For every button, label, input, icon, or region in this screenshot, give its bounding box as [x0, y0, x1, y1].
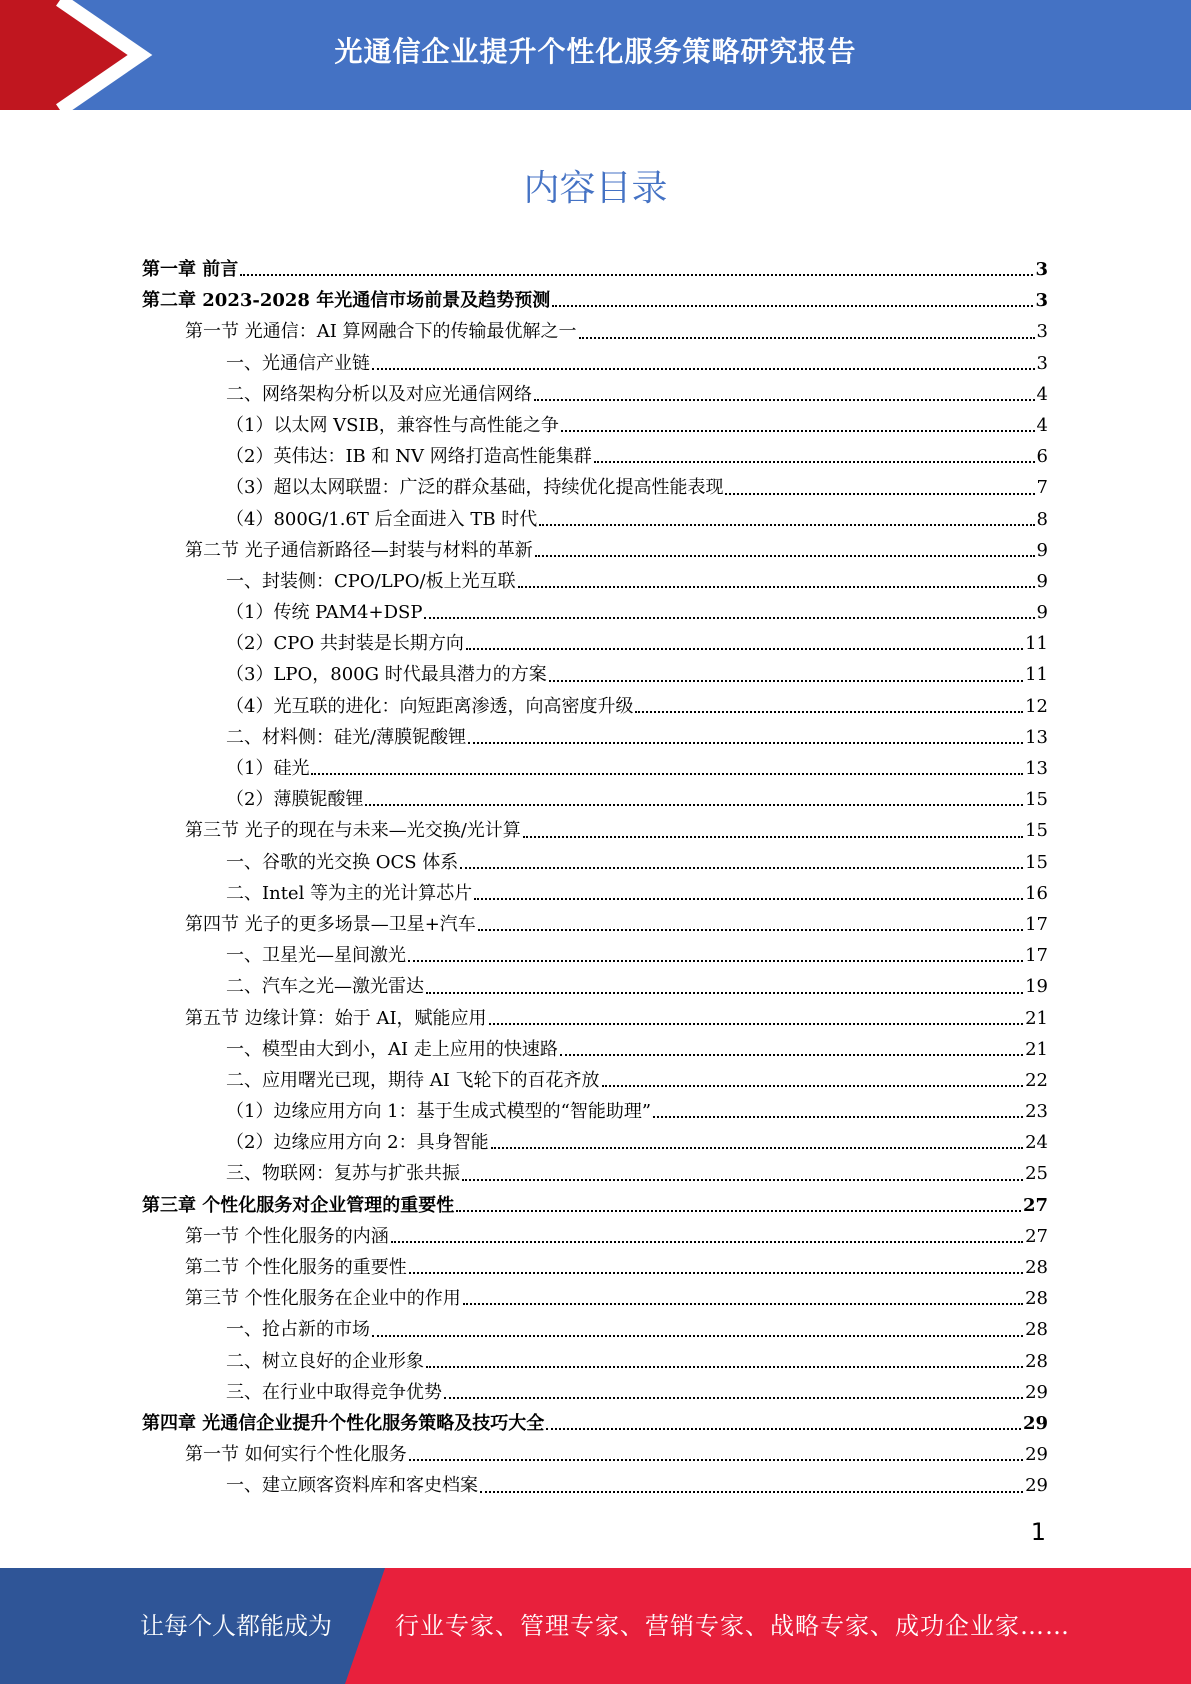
toc-entry[interactable] — [142, 909, 1048, 940]
toc-entry-page: 15 — [1025, 789, 1048, 811]
toc-entry[interactable] — [142, 597, 1048, 628]
toc-entry[interactable] — [142, 1221, 1048, 1252]
toc-dot-leader — [539, 524, 1034, 526]
toc-entry-title: 二、汽车之光—激光雷达 — [226, 976, 424, 998]
report-title: 光通信企业提升个性化服务策略研究报告 — [334, 35, 857, 68]
toc-entry-title: 二、应用曙光已现，期待 AI 飞轮下的百花齐放 — [226, 1069, 600, 1091]
toc-dot-leader — [426, 992, 1023, 994]
toc-entry-title: 三、在行业中取得竞争优势 — [226, 1381, 442, 1403]
toc-entry-title: 第二节 光子通信新路径—封装与材料的革新 — [185, 539, 533, 561]
toc-entry-title: （1）硅光 — [226, 758, 310, 779]
toc-entry-page: 17 — [1025, 945, 1048, 967]
toc-dot-leader — [478, 929, 1023, 931]
toc-entry[interactable] — [142, 1439, 1048, 1470]
toc-entry[interactable] — [142, 1283, 1048, 1314]
toc-entry-title: 一、封装侧：CPO/LPO/板上光互联 — [226, 570, 516, 592]
toc-dot-leader — [456, 1210, 1021, 1212]
toc-entry-page: 24 — [1025, 1132, 1048, 1154]
toc-dot-leader — [725, 493, 1034, 495]
toc-entry-page: 21 — [1025, 1007, 1048, 1029]
toc-entry[interactable] — [142, 1158, 1048, 1189]
toc-entry[interactable] — [142, 691, 1048, 722]
toc-entry-page: 28 — [1025, 1288, 1048, 1310]
toc-entry[interactable] — [142, 753, 1048, 784]
toc-dot-leader — [491, 1147, 1023, 1149]
toc-entry-title: 二、网络架构分析以及对应光通信网络 — [226, 383, 532, 405]
toc-dot-leader — [489, 1023, 1024, 1025]
header-arrow-icon — [0, 0, 160, 110]
toc-entry-title: 第一节 如何实行个性化服务 — [185, 1444, 407, 1466]
footer-slogan-left: 让每个人都能成为 — [140, 1612, 332, 1640]
toc-entry-page: 27 — [1022, 1194, 1048, 1216]
toc-entry-title: （1）边缘应用方向 1：基于生成式模型的“智能助理” — [226, 1101, 652, 1123]
toc-entry-title: （1）传统 PAM4+DSP — [226, 602, 423, 624]
toc-entry[interactable] — [142, 1034, 1048, 1065]
toc-dot-leader — [365, 804, 1023, 806]
toc-entry-title: 一、模型由大到小，AI 走上应用的快速路 — [226, 1038, 558, 1060]
toc-entry[interactable] — [142, 535, 1048, 566]
toc-entry-title: （3）超以太网联盟：广泛的群众基础，持续优化提高性能表现 — [226, 477, 724, 499]
toc-dot-leader — [579, 337, 1035, 339]
table-of-contents — [142, 254, 1048, 1502]
toc-entry[interactable] — [142, 379, 1048, 410]
toc-dot-leader — [546, 1428, 1021, 1430]
toc-entry-page: 29 — [1025, 1444, 1048, 1466]
toc-entry-title: （2）薄膜铌酸锂 — [226, 789, 364, 811]
toc-entry[interactable] — [142, 1096, 1048, 1127]
toc-entry[interactable] — [142, 1408, 1048, 1439]
toc-dot-leader — [635, 711, 1023, 713]
toc-entry-page: 11 — [1025, 664, 1048, 686]
toc-entry[interactable] — [142, 1190, 1048, 1221]
toc-entry-page: 23 — [1025, 1101, 1048, 1123]
toc-entry-title: 第一节 个性化服务的内涵 — [185, 1225, 389, 1247]
toc-entry-page: 9 — [1036, 570, 1048, 592]
toc-entry-page: 15 — [1025, 820, 1048, 842]
page-number: 1 — [1030, 1518, 1046, 1546]
toc-entry[interactable] — [142, 410, 1048, 441]
toc-entry[interactable] — [142, 815, 1048, 846]
toc-dot-leader — [535, 555, 1035, 557]
toc-dot-leader — [653, 1116, 1023, 1118]
toc-entry-page: 16 — [1025, 882, 1048, 904]
toc-entry-title: 一、光通信产业链 — [226, 352, 370, 374]
footer-band — [0, 1568, 1191, 1684]
toc-entry-page: 9 — [1036, 602, 1048, 624]
toc-dot-leader — [409, 1272, 1023, 1274]
toc-entry-page: 4 — [1036, 383, 1048, 405]
toc-entry[interactable] — [142, 1065, 1048, 1096]
toc-entry-page: 12 — [1025, 695, 1048, 717]
toc-dot-leader — [474, 898, 1023, 900]
toc-dot-leader — [462, 1179, 1023, 1181]
toc-entry-page: 28 — [1025, 1257, 1048, 1278]
toc-entry-title: 第四章 光通信企业提升个性化服务策略及技巧大全 — [142, 1412, 545, 1434]
toc-dot-leader — [466, 648, 1023, 650]
toc-entry[interactable] — [142, 441, 1048, 472]
toc-dot-leader — [468, 742, 1023, 744]
toc-entry[interactable] — [142, 472, 1048, 503]
toc-entry-page: 6 — [1036, 446, 1048, 468]
toc-entry[interactable] — [142, 1377, 1048, 1408]
toc-entry[interactable] — [142, 348, 1048, 379]
toc-entry-title: （1）以太网 VSIB，兼容性与高性能之争 — [226, 414, 559, 436]
toc-entry-page: 29 — [1025, 1475, 1048, 1497]
toc-entry[interactable] — [142, 1470, 1048, 1501]
toc-entry[interactable] — [142, 971, 1048, 1002]
toc-entry-title: 第二节 个性化服务的重要性 — [185, 1257, 407, 1278]
toc-entry-page: 9 — [1036, 539, 1048, 561]
toc-entry-page: 3 — [1036, 321, 1048, 343]
toc-entry-title: （2）边缘应用方向 2：具身智能 — [226, 1132, 489, 1154]
toc-entry[interactable] — [142, 285, 1048, 316]
toc-entry[interactable] — [142, 628, 1048, 659]
toc-entry-title: 二、Intel 等为主的光计算芯片 — [226, 882, 473, 904]
toc-entry[interactable] — [142, 878, 1048, 909]
toc-dot-leader — [518, 586, 1035, 588]
toc-entry-page: 8 — [1036, 508, 1048, 530]
toc-entry-title: 三、物联网：复苏与扩张共振 — [226, 1163, 460, 1185]
toc-entry-title: 第四节 光子的更多场景—卫星+汽车 — [185, 913, 476, 935]
toc-entry-page: 21 — [1025, 1038, 1048, 1060]
toc-entry[interactable] — [142, 940, 1048, 971]
toc-entry[interactable] — [142, 1346, 1048, 1377]
toc-entry-title: 一、建立顾客资料库和客史档案 — [226, 1475, 478, 1497]
toc-dot-leader — [311, 773, 1023, 775]
toc-dot-leader — [408, 960, 1023, 962]
toc-entry-title: （4）800G/1.6T 后全面进入 TB 时代 — [226, 508, 538, 530]
toc-entry-page: 3 — [1035, 290, 1048, 312]
toc-entry-title: （2）英伟达：IB 和 NV 网络打造高性能集群 — [226, 446, 592, 468]
toc-entry[interactable] — [142, 722, 1048, 753]
toc-entry-page: 29 — [1025, 1381, 1048, 1403]
toc-entry[interactable] — [142, 1314, 1048, 1345]
toc-dot-leader — [424, 617, 1034, 619]
toc-entry-page: 22 — [1025, 1069, 1048, 1091]
toc-dot-leader — [561, 430, 1035, 432]
toc-entry-page: 4 — [1036, 414, 1048, 436]
toc-dot-leader — [240, 274, 1033, 276]
toc-entry-title: 一、谷歌的光交换 OCS 体系 — [226, 851, 459, 873]
toc-entry-page: 15 — [1025, 851, 1048, 873]
toc-entry[interactable] — [142, 316, 1048, 347]
toc-dot-leader — [372, 1335, 1023, 1337]
toc-dot-leader — [549, 680, 1023, 682]
toc-dot-leader — [409, 1459, 1023, 1461]
toc-entry[interactable] — [142, 1252, 1048, 1283]
toc-dot-leader — [523, 836, 1023, 838]
toc-entry[interactable] — [142, 847, 1048, 878]
toc-dot-leader — [444, 1397, 1023, 1399]
toc-entry-page: 3 — [1035, 259, 1048, 280]
toc-entry-title: 第一章 前言 — [142, 259, 239, 280]
footer-slogan-right: 行业专家、管理专家、营销专家、战略专家、成功企业家…… — [395, 1612, 1070, 1640]
toc-entry[interactable] — [142, 504, 1048, 535]
toc-entry-page: 27 — [1025, 1225, 1048, 1247]
toc-entry-title: 第三章 个性化服务对企业管理的重要性 — [142, 1194, 455, 1216]
toc-entry-title: 二、树立良好的企业形象 — [226, 1350, 424, 1372]
toc-entry-title: 第三节 个性化服务在企业中的作用 — [185, 1288, 461, 1310]
toc-entry-page: 17 — [1025, 913, 1048, 935]
toc-dot-leader — [534, 399, 1035, 401]
toc-entry-title: （2）CPO 共封装是长期方向 — [226, 633, 464, 655]
toc-dot-leader — [460, 867, 1023, 869]
toc-dot-leader — [372, 368, 1035, 370]
toc-entry-page: 3 — [1036, 352, 1048, 374]
toc-entry-page: 28 — [1025, 1319, 1048, 1341]
toc-entry[interactable] — [142, 784, 1048, 815]
toc-dot-leader — [594, 461, 1035, 463]
toc-entry-page: 13 — [1025, 726, 1048, 748]
toc-entry[interactable] — [142, 1127, 1048, 1158]
toc-entry[interactable] — [142, 566, 1048, 597]
toc-entry-title: 第一节 光通信：AI 算网融合下的传输最优解之一 — [185, 321, 577, 343]
toc-entry-title: 一、卫星光—星间激光 — [226, 945, 406, 967]
toc-entry-page: 28 — [1025, 1350, 1048, 1372]
toc-entry-page: 13 — [1025, 758, 1048, 779]
toc-entry-title: 一、抢占新的市场 — [226, 1319, 370, 1341]
toc-entry[interactable] — [142, 254, 1048, 285]
toc-entry-title: 二、材料侧：硅光/薄膜铌酸锂 — [226, 726, 467, 748]
toc-dot-leader — [426, 1366, 1023, 1368]
toc-entry-page: 7 — [1036, 477, 1048, 499]
toc-dot-leader — [463, 1303, 1023, 1305]
toc-dot-leader — [391, 1241, 1023, 1243]
toc-entry-page: 11 — [1025, 633, 1048, 655]
toc-entry-title: 第五节 边缘计算：始于 AI，赋能应用 — [185, 1007, 487, 1029]
toc-dot-leader — [560, 1054, 1023, 1056]
toc-entry-title: 第二章 2023-2028 年光通信市场前景及趋势预测 — [142, 290, 551, 312]
toc-dot-leader — [552, 305, 1033, 307]
header-band — [0, 0, 1191, 110]
toc-entry-page: 25 — [1025, 1163, 1048, 1185]
toc-entry[interactable] — [142, 659, 1048, 690]
toc-entry-page: 29 — [1022, 1412, 1048, 1434]
toc-entry[interactable] — [142, 1003, 1048, 1034]
toc-heading: 内容目录 — [523, 168, 668, 209]
toc-entry-title: （3）LPO，800G 时代最具潜力的方案 — [226, 664, 547, 686]
toc-dot-leader — [480, 1491, 1023, 1493]
toc-entry-title: 第三节 光子的现在与未来—光交换/光计算 — [185, 820, 521, 842]
toc-dot-leader — [602, 1085, 1024, 1087]
toc-entry-title: （4）光互联的进化：向短距离渗透，向高密度升级 — [226, 695, 634, 717]
toc-entry-page: 19 — [1025, 976, 1048, 998]
